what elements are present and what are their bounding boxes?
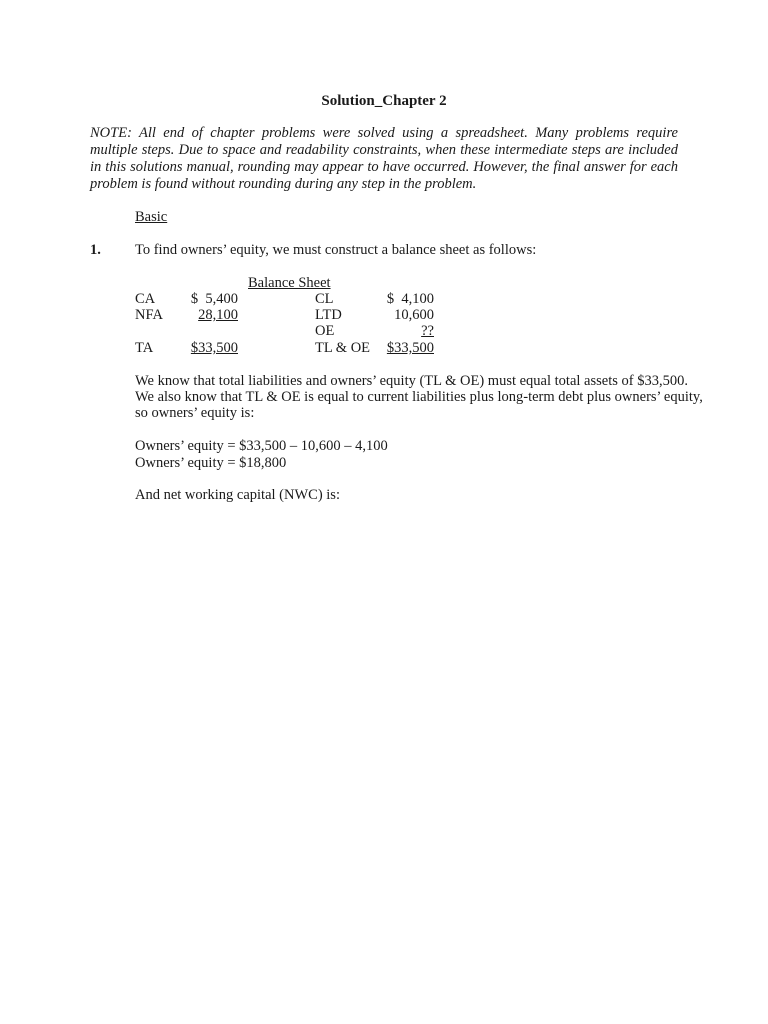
- note-paragraph: NOTE: All end of chapter problems were solved using a spreadsheet. Many problems require multiple steps. Due to space and readability constraints, when these intermediate steps are included in this solutions manual, rounding may appear to have occurred. However, the final answer for each problem is found without rounding during any step in the problem.: [90, 125, 678, 192]
- asset-value: 28,100: [198, 307, 238, 323]
- explanation-line: We also know that TL & OE is equal to current liabilities plus long-term debt plus owners’ equity,: [135, 389, 703, 405]
- section-heading: Basic: [135, 209, 168, 225]
- liability-label: OE: [315, 323, 335, 339]
- asset-value: $ 5,400: [190, 291, 238, 307]
- problem-intro: To find owners’ equity, we must construct a balance sheet as follows:: [135, 242, 537, 258]
- closing-line: And net working capital (NWC) is:: [135, 487, 340, 503]
- explanation-line: We know that total liabilities and owners’ equity (TL & OE) must equal total assets of $33,500.: [135, 373, 688, 389]
- asset-label: NFA: [135, 307, 163, 323]
- asset-total-label: TA: [135, 340, 154, 356]
- balance-sheet-heading: Balance Sheet: [248, 275, 331, 291]
- liability-label: CL: [315, 291, 334, 307]
- liability-value: $ 4,100: [386, 291, 434, 307]
- page-title: Solution_Chapter 2: [321, 93, 447, 109]
- liability-total-label: TL & OE: [315, 340, 371, 356]
- asset-label: CA: [135, 291, 156, 307]
- liability-value: 10,600: [394, 307, 434, 323]
- asset-total-value: $33,500: [190, 340, 238, 356]
- explanation-line: so owners’ equity is:: [135, 405, 255, 421]
- liability-total-value: $33,500: [386, 340, 434, 356]
- liability-label: LTD: [315, 307, 342, 323]
- equation-line: Owners’ equity = $18,800: [135, 455, 287, 471]
- equation-line: Owners’ equity = $33,500 – 10,600 – 4,100: [135, 438, 388, 454]
- liability-value: ??: [421, 323, 434, 339]
- problem-number: 1.: [90, 242, 101, 258]
